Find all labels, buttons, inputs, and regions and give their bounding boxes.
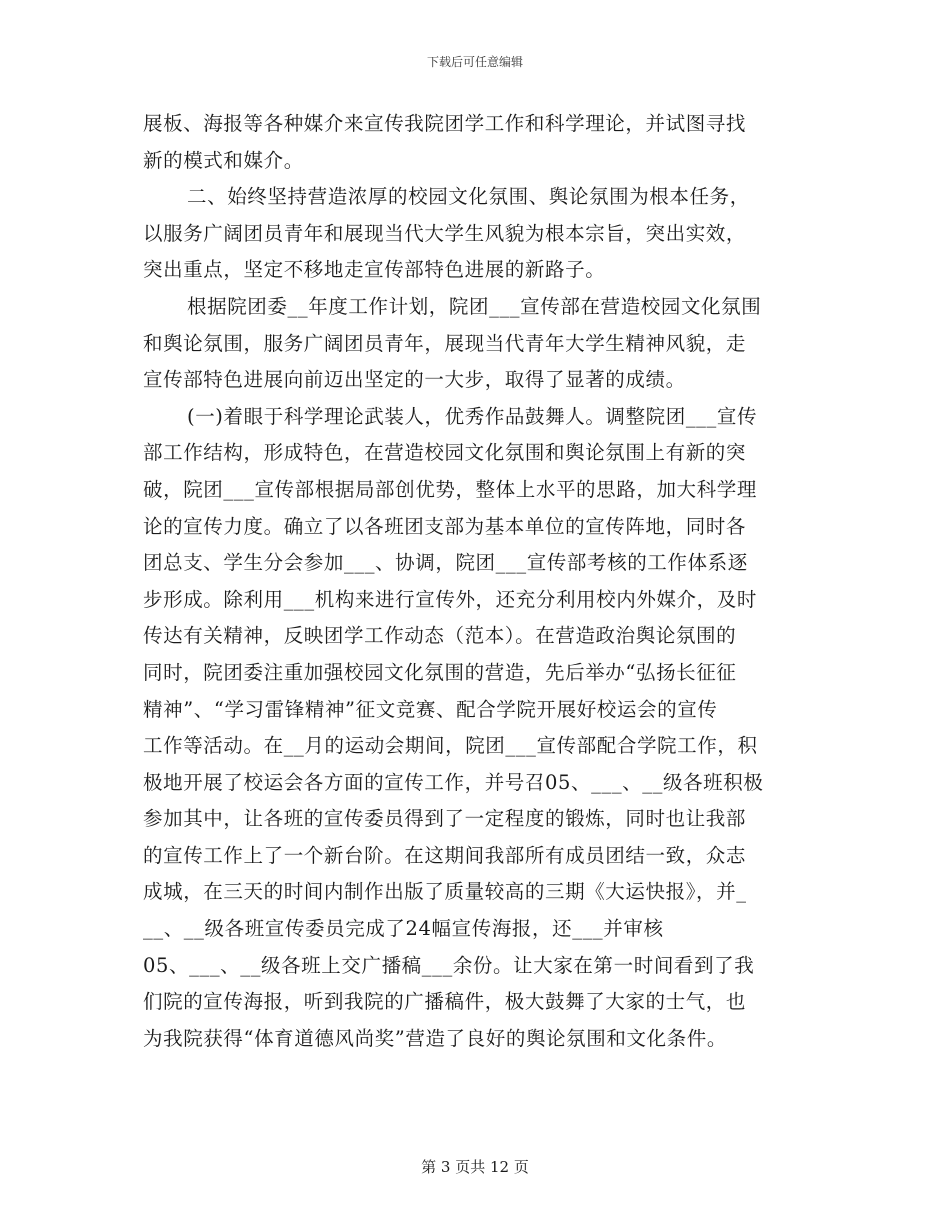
body-line: 部工作结构，形成特色，在营造校园文化氛围和舆论氛围上有新的突 <box>143 441 747 465</box>
body-line: 传达有关精神，反映团学工作动态（范本）。在营造政治舆论氛围的 <box>143 624 737 648</box>
body-line: 新的模式和媒介。 <box>143 148 304 172</box>
body-line: 团总支、学生分会参加___、协调，院团___宣传部考核的工作体系逐 <box>143 551 748 575</box>
body-line: (一)着眼于科学理论武装人，优秀作品鼓舞人。调整院团___宣传 <box>187 404 758 428</box>
body-text <box>143 106 807 1057</box>
body-line: 05、___、__级各班上交广播稿___余份。让大家在第一时间看到了我 <box>143 953 755 977</box>
body-line: 极地开展了校运会各方面的宣传工作，并号召05、___、__级各班积极 <box>143 770 764 794</box>
body-line: 展板、海报等各种媒介来宣传我院团学工作和科学理论，并试图寻找 <box>143 112 747 135</box>
body-line: 同时，院团委注重加强校园文化氛围的营造，先后举办“弘扬长征征 <box>143 660 737 684</box>
body-line: 二、始终坚持营造浓厚的校园文化氛围、舆论氛围为根本任务， <box>187 185 750 209</box>
header-note: 下载后可任意编辑 <box>426 55 523 69</box>
body-line: __、__级各班宣传委员完成了24幅宣传海报，还___并审核 <box>143 917 664 941</box>
body-line: 步形成。除利用___机构来进行宣传外，还充分利用校内外媒介，及时 <box>143 587 757 611</box>
body-line: 破，院团___宣传部根据局部创优势，整体上水平的思路，加大科学理 <box>143 477 757 501</box>
body-line: 根据院团委__年度工作计划，院团___宣传部在营造校园文化氛围 <box>187 294 762 318</box>
page-number: 第 3 页共 12 页 <box>421 1158 529 1176</box>
body-line: 突出重点，坚定不移地走宣传部特色进展的新路子。 <box>143 258 606 282</box>
body-line: 为我院获得“体育道德风尚奖”营造了良好的舆论氛围和文化条件。 <box>143 1026 727 1050</box>
body-line: 工作等活动。在__月的运动会期间，院团___宣传部配合学院工作，积 <box>143 734 758 758</box>
body-line: 精神”、“学习雷锋精神”征文竞赛、配合学院开展好校运会的宣传 <box>143 697 718 721</box>
body-line: 论的宣传力度。确立了以各班团支部为基本单位的宣传阵地，同时各 <box>143 514 747 538</box>
body-line: 成城，在三天的时间内制作出版了质量较高的三期《大运快报》，并_ <box>143 880 747 904</box>
body-line: 宣传部特色进展向前迈出坚定的一大步，取得了显著的成绩。 <box>143 368 686 392</box>
body-line: 们院的宣传海报，听到我院的广播稿件，极大鼓舞了大家的士气，也 <box>143 990 747 1014</box>
body-line: 以服务广阔团员青年和展现当代大学生风貌为根本宗旨，突出实效， <box>143 221 747 245</box>
body-line: 和舆论氛围，服务广阔团员青年，展现当代青年大学生精神风貌，走 <box>143 331 747 355</box>
body-line: 的宣传工作上了一个新台阶。在这期间我部所有成员团结一致，众志 <box>143 843 747 867</box>
body-line: 参加其中，让各班的宣传委员得到了一定程度的锻炼，同时也让我部 <box>143 807 747 831</box>
